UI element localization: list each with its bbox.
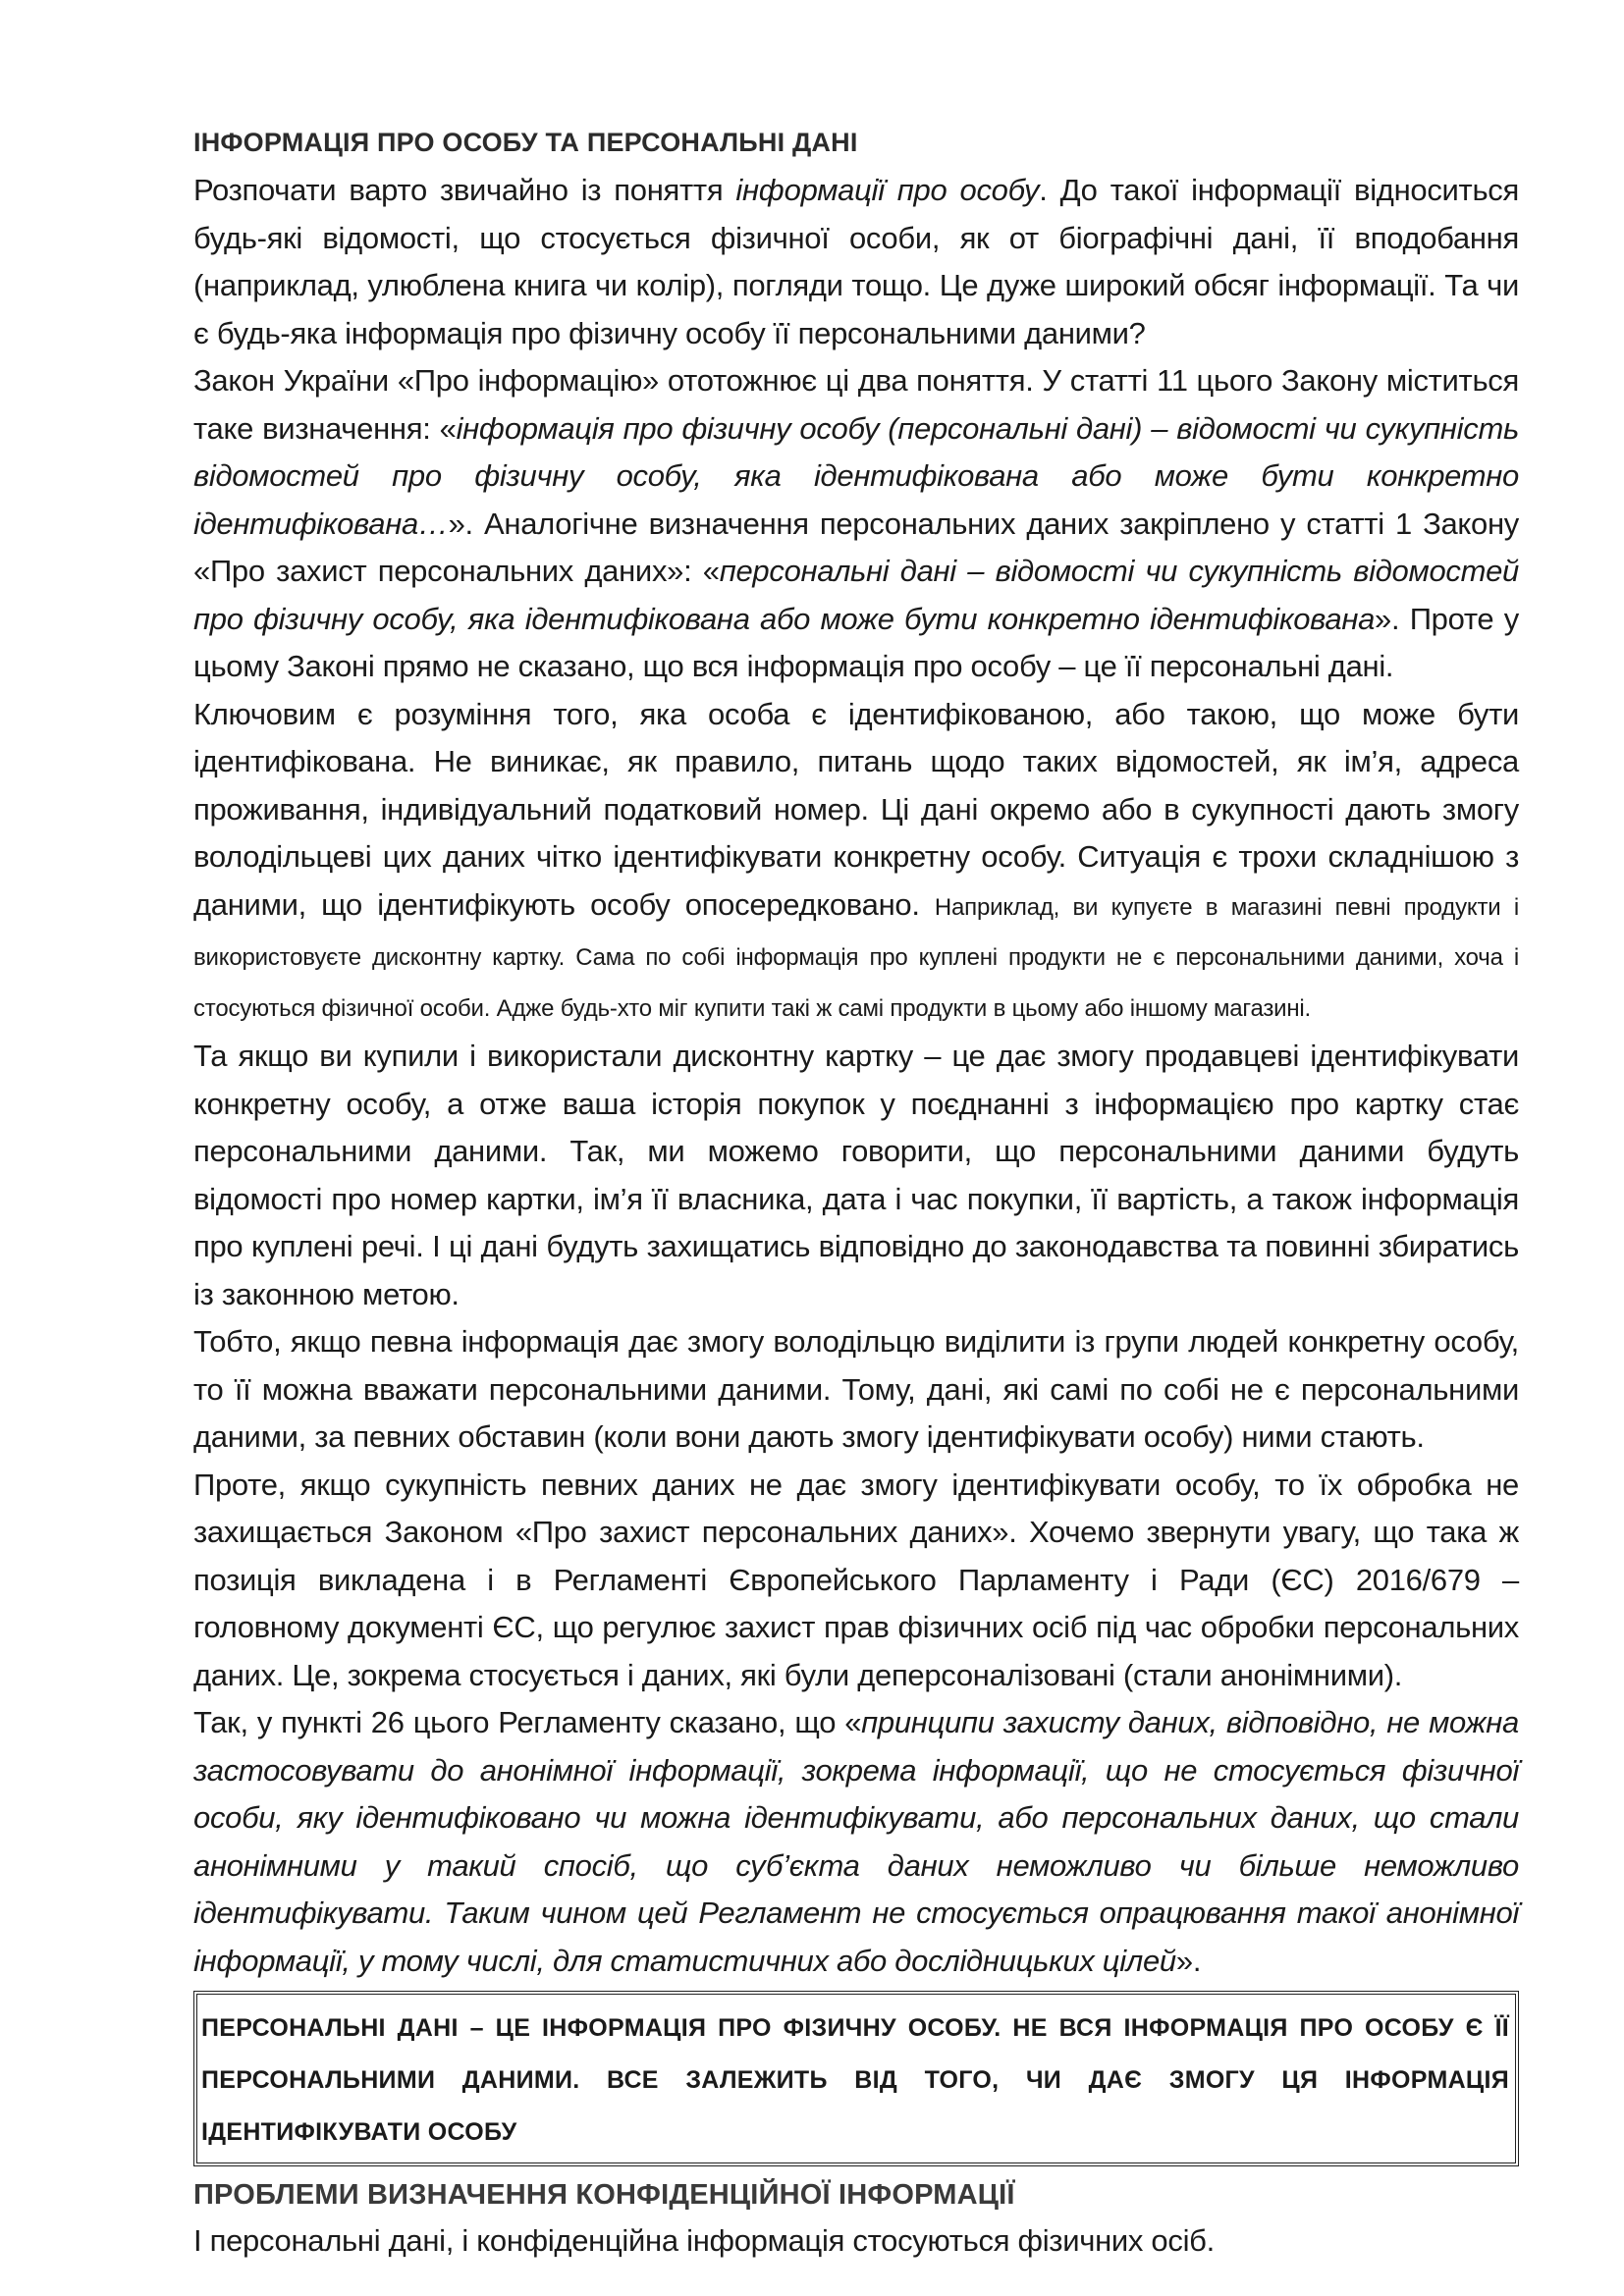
section-heading-confidential-info: ПРОБЛЕМИ ВИЗНАЧЕННЯ КОНФІДЕНЦІЙНОЇ ІНФОРМАЦІЇ xyxy=(193,2179,1015,2211)
text-run: Розпочати варто звичайно із поняття xyxy=(193,173,736,207)
italic-quote: інформація про фізичну особу (персональні дані) – відомості чи сукупність відомостей про фізичну особу, яка ідентифікована або може бути конкретно ідентифікована… xyxy=(193,410,1519,541)
paragraph-1 xyxy=(193,167,1519,357)
italic-quote: принципи захисту даних, відповідно, не можна застосовувати до анонімної інформації, зокрема інформації, що не стосується фізичної особи, яку ідентифіковано чи можна ідентифікувати, або персональних даних, що стали анонімними у такий спосіб, що суб’єкта даних неможливо чи більше неможливо ідентифікувати. Таким чином цей Регламент не стосується опрацювання такої анонімної інформації, у тому числі, для статистичних або дослідницьких цілей xyxy=(193,1705,1520,1978)
paragraph-8: І персональні дані, і конфіденційна інформація стосуються фізичних осіб. xyxy=(193,2223,1215,2258)
paragraph-5: Тобто, якщо певна інформація дає змогу володільцю виділити із групи людей конкретну особу, то її можна вважати персональними даними. Тому, дані, які самі по собі не є персональними даними, за певних обставин (коли вони дають змогу ідентифікувати особу) ними стають. xyxy=(193,1324,1519,1454)
paragraph-3 xyxy=(193,691,1519,1034)
paragraph-2 xyxy=(193,357,1519,691)
text-run: Ключовим є розуміння того, яка особа є ідентифікованою, або такою, що може бути ідентифікована. Не виникає, як правило, питань щодо таких відомостей, як ім’я, адреса проживання, індивідуальний податковий номер. Ці дані окремо або в сукупності дають змогу володільцеві цих даних чітко ідентифікувати конкретну особу. Ситуація є трохи складнішою з даними, що ідентифікують особу опосередковано. xyxy=(193,696,1519,922)
italic-term: інформації про особу xyxy=(735,173,1040,207)
section-heading-personal-data: ІНФОРМАЦІЯ ПРО ОСОБУ ТА ПЕРСОНАЛЬНІ ДАНІ xyxy=(193,128,858,157)
text-run: Так, у пункті 26 цього Регламенту сказано, що « xyxy=(193,1705,862,1739)
text-run: Закон України «Про інформацію» ототожнює ці два поняття. У статті 11 цього Закону міститься таке визначення: « xyxy=(193,363,1519,446)
text-run: . До такої інформації відноситься будь-які відомості, що стосується фізичної особи, як от біографічні дані, її вподобання (наприклад, улюблена книга чи колір), погляди тощо. Це дуже широкий обсяг інформації. Та чи є будь-яка інформація про фізичну особу її персональними даними? xyxy=(193,173,1519,350)
callout-box: ПЕРСОНАЛЬНІ ДАНІ – ЦЕ ІНФОРМАЦІЯ ПРО ФІЗИЧНУ ОСОБУ. НЕ ВСЯ ІНФОРМАЦІЯ ПРО ОСОБУ Є ЇЇ ПЕРСОНАЛЬНИМИ ДАНИМИ. ВСЕ ЗАЛЕЖИТЬ ВІД ТОГО, ЧИ ДАЄ ЗМОГУ ЦЯ ІНФОРМАЦІЯ ІДЕНТИФІКУВАТИ ОСОБУ xyxy=(193,1991,1519,2166)
document-page xyxy=(193,118,1519,2266)
paragraph-6: Проте, якщо сукупність певних даних не дає змогу ідентифікувати особу, то їх обробка не захищається Законом «Про захист персональних даних». Хочемо звернути увагу, що така ж позиція викладена і в Регламенті Європейського Парламенту і Ради (ЄС) 2016/679 – головному документі ЄС, що регулює захист прав фізичних осіб під час обробки персональних даних. Це, зокрема стосується і даних, які були деперсоналізовані (стали анонімними). xyxy=(193,1467,1519,1692)
paragraph-4: Та якщо ви купили і використали дисконтну картку – це дає змогу продавцеві ідентифікувати конкретну особу, а отже ваша історія покупок у поєднанні з інформацією про картку стає персональними даними. Так, ми можемо говорити, що персональними даними будуть відомості про номер картки, ім’я її власника, дата і час покупки, її вартість, а також інформація про куплені речі. І ці дані будуть захищатись відповідно до законодавства та повинні збиратись із законною метою. xyxy=(193,1039,1519,1311)
paragraph-7 xyxy=(193,1699,1519,1985)
text-run: ». Проте у цьому Законі прямо не сказано, що вся інформація про особу – це її персональні дані. xyxy=(193,601,1519,683)
text-run: ». xyxy=(1175,1943,1202,1978)
text-run: ». Аналогічне визначення персональних даних закріплено у статті 1 Закону «Про захист персональних даних»: « xyxy=(193,506,1519,588)
italic-quote: персональні дані – відомості чи сукупність відомостей про фізичну особу, яка ідентифікована або може бути конкретно ідентифікована xyxy=(193,554,1519,636)
small-text-run: Наприклад, ви купуєте в магазині певні продукти і використовуєте дисконтну картку. Сама по собі інформація про куплені продукти не є персональними даними, хоча і стосуються фізичної особи. Адже будь-хто міг купити такі ж самі продукти в цьому або іншому магазині. xyxy=(193,893,1519,1022)
